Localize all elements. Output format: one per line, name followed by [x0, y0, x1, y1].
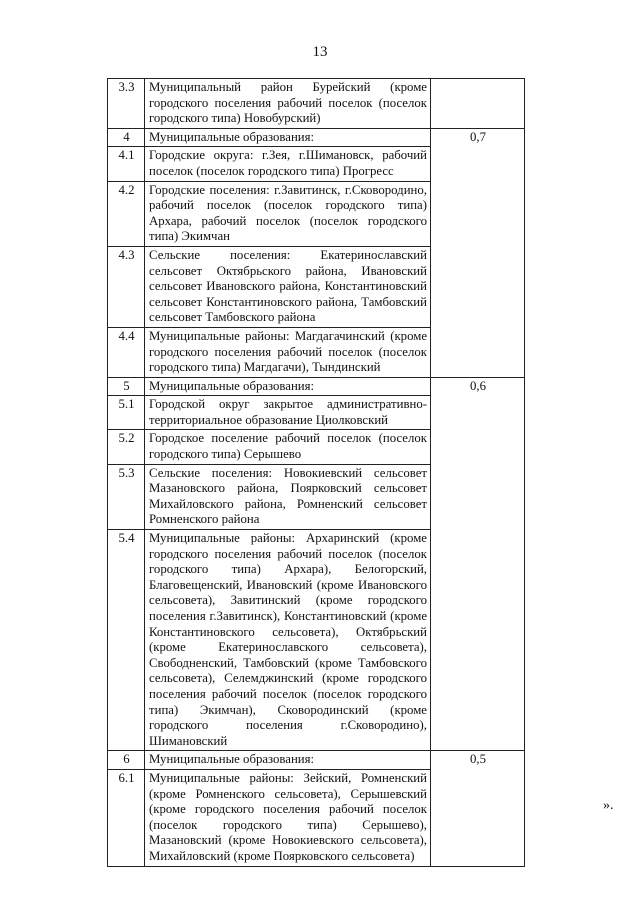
- row-coefficient: 0,6: [431, 377, 525, 751]
- coefficients-table: [107, 78, 525, 867]
- row-number: 4.2: [108, 181, 145, 246]
- table-row: [108, 377, 525, 396]
- row-number: 4.3: [108, 246, 145, 327]
- page-number: 13: [312, 44, 328, 60]
- row-number: 5: [108, 377, 145, 396]
- row-number: 4.1: [108, 147, 145, 181]
- row-number: 5.2: [108, 430, 145, 464]
- table-row: [108, 751, 525, 770]
- row-description: Муниципальный район Бурейский (кроме городского поселения рабочий поселок (поселок городского типа) Новобурский): [145, 79, 431, 129]
- row-description: Сельские поселения: Екатеринославский сельсовет Октябрьского района, Ивановский сельсовет Ивановского района, Константиновский сельсовет Константиновского района, Тамбовский сельсовет Тамбовского района: [145, 246, 431, 327]
- row-coefficient: 0,5: [431, 751, 525, 866]
- row-number: 5.3: [108, 464, 145, 529]
- row-number: 5.1: [108, 396, 145, 430]
- row-number: 6: [108, 751, 145, 770]
- row-description: Муниципальные районы: Зейский, Ромненский (кроме Ромненского сельсовета), Серышевский (кроме городского поселения рабочий поселок (поселок городского типа) Серышево), Мазановский (кроме Новокиевского сельсовета), Михайловский (кроме Поярковского сельсовета): [145, 769, 431, 866]
- row-description: Городское поселение рабочий поселок (поселок городского типа) Серышево: [145, 430, 431, 464]
- row-description: Муниципальные образования:: [145, 128, 431, 147]
- row-description: Городские поселения: г.Завитинск, г.Сковородино, рабочий поселок (поселок городского типа) Архара, рабочий поселок (поселок городского типа) Экимчан: [145, 181, 431, 246]
- row-description: Муниципальные районы: Магдагачинский (кроме городского поселения рабочий поселок (поселок городского типа) Магдагачи), Тындинский: [145, 327, 431, 377]
- row-number: 6.1: [108, 769, 145, 866]
- row-number: 4.4: [108, 327, 145, 377]
- row-description: Муниципальные районы: Архаринский (кроме городского поселения рабочий поселок (поселок городского типа) Архара), Белогорский, Благовещенский, Ивановский (кроме Ивановского сельсовета), Завитинский (кроме городского поселения г.Завитинск), Константиновский (кроме Константиновского сельсовета), Октябрьский (кроме Екатеринославского сельсовета), Свободненский, Тамбовский (кроме Тамбовского сельсовета), Селемджинский (кроме городского поселения рабочий поселок (поселок городского типа) Экимчан), Сковородинский (кроме городского поселения г.Сковородино), Шимановский: [145, 530, 431, 751]
- closing-quote-mark: ».: [603, 798, 614, 813]
- row-number: 5.4: [108, 530, 145, 751]
- row-description: Муниципальные образования:: [145, 377, 431, 396]
- row-description: Муниципальные образования:: [145, 751, 431, 770]
- table-row: [108, 128, 525, 147]
- row-number: 3.3: [108, 79, 145, 129]
- row-description: Сельские поселения: Новокиевский сельсовет Мазановского района, Поярковский сельсовет Михайловского района, Ромненский сельсовет Ромненского района: [145, 464, 431, 529]
- row-coefficient: 0,7: [431, 128, 525, 377]
- row-number: 4: [108, 128, 145, 147]
- row-description: Городские округа: г.Зея, г.Шимановск, рабочий поселок (поселок городского типа) Прогресс: [145, 147, 431, 181]
- row-coefficient: [431, 79, 525, 129]
- row-description: Городской округ закрытое административно-территориальное образование Циолковский: [145, 396, 431, 430]
- table-row: [108, 79, 525, 129]
